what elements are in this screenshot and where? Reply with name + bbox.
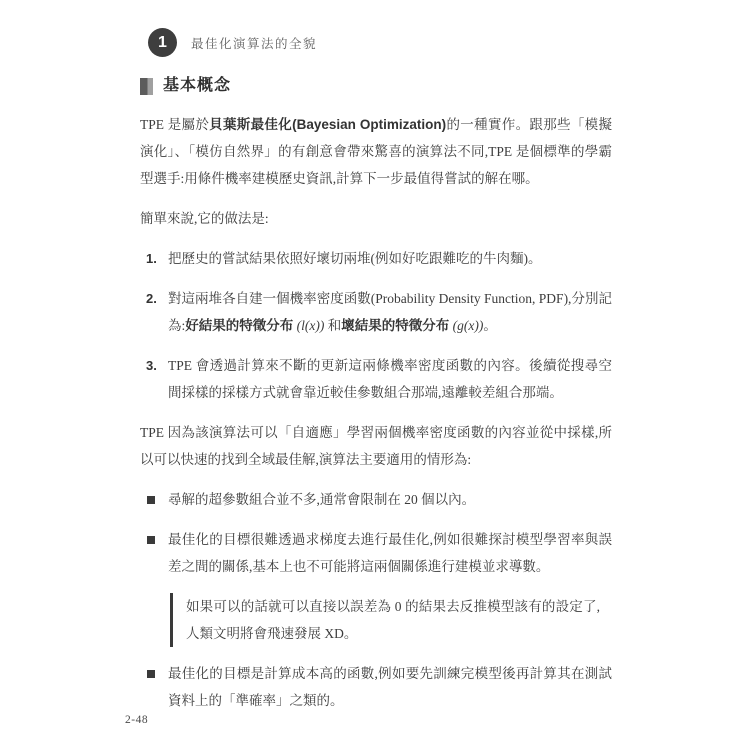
bullet-square-icon <box>147 536 155 544</box>
side-note <box>170 593 600 647</box>
page-number: 2-48 <box>125 714 149 726</box>
list-item <box>140 245 612 272</box>
bullet-item <box>140 660 612 714</box>
side-note-text: 如果可以的話就可以直接以誤差為 0 的結果去反推模型該有的設定了,人類文明將會飛速發展 XD。 <box>186 599 600 641</box>
page-content <box>140 74 612 714</box>
math-g-x: (g(x)) <box>449 318 484 333</box>
section-marker-icon <box>140 78 153 95</box>
bullet-text: 最佳化的目標很難透過求梯度去進行最佳化,例如很難探討模型學習率與誤差之間的關係,基本上也不可能將這兩個關係進行建模並求導數。 <box>168 532 612 574</box>
bullet-item <box>140 486 612 513</box>
section-title-text: 基本概念 <box>163 77 232 94</box>
numbered-list <box>140 245 612 406</box>
list-item-text: TPE 會透過計算來不斷的更新這兩條機率密度函數的內容。後續從搜尋空間採樣的採樣方式就會靠近較佳參數組合那端,遠離較差組合那端。 <box>168 358 612 400</box>
chapter-number: 1 <box>158 33 167 51</box>
math-l-x: (l(x)) <box>293 318 328 333</box>
bullet-square-icon <box>147 670 155 678</box>
intro-text-2: 的一種實作。跟那些「模擬演化」、「模仿自然界」的有創意會帶來驚喜的演算法不同,TPE 是個標準的學霸型選手:用條件機率建模歷史資訊,計算下一步最值得嘗試的解在哪。 <box>140 117 612 186</box>
chapter-number-badge <box>148 28 177 57</box>
bullet-list <box>140 486 612 580</box>
adaptive-paragraph: TPE 因為該演算法可以「自適應」學習兩個機率密度函數的內容並從中採樣,所以可以快速的找到全域最佳解,演算法主要適用的情形為: <box>140 425 612 467</box>
list-item <box>140 352 612 406</box>
list-item <box>140 285 612 339</box>
bullet-square-icon <box>147 496 155 504</box>
list-item-text: 把歷史的嘗試結果依照好壞切兩堆(例如好吃跟難吃的牛肉麵)。 <box>168 251 542 266</box>
section-heading <box>140 74 612 98</box>
bullet-text: 尋解的超參數組合並不多,通常會限制在 20 個以內。 <box>168 492 476 507</box>
list-item-text: 對這兩堆各自建一個機率密度函數(Probability Density Function, PDF),分別記為: <box>168 291 612 333</box>
list-number: 3. <box>146 358 157 373</box>
list-number: 2. <box>146 291 157 306</box>
chapter-header <box>148 28 317 57</box>
list-item-text: 。 <box>483 318 497 333</box>
bullet-text: 最佳化的目標是計算成本高的函數,例如要先訓練完模型後再計算其在測試資料上的「準確率」之類的。 <box>168 666 612 708</box>
good-distribution-label: 好結果的特徵分布 <box>185 318 294 333</box>
bad-distribution-label: 壞結果的特徵分布 <box>341 318 450 333</box>
bullet-item <box>140 526 612 580</box>
intro-text-1: TPE 是屬於 <box>140 117 210 132</box>
bullet-list-continued <box>140 660 612 714</box>
chapter-title: 最佳化演算法的全貌 <box>191 36 318 51</box>
intro-bold-term: 貝葉斯最佳化(Bayesian Optimization) <box>209 117 447 132</box>
list-number: 1. <box>146 251 157 266</box>
lead-in-paragraph: 簡單來說,它的做法是: <box>140 211 269 226</box>
intro-paragraph <box>140 111 612 192</box>
list-item-text: 和 <box>327 318 342 333</box>
